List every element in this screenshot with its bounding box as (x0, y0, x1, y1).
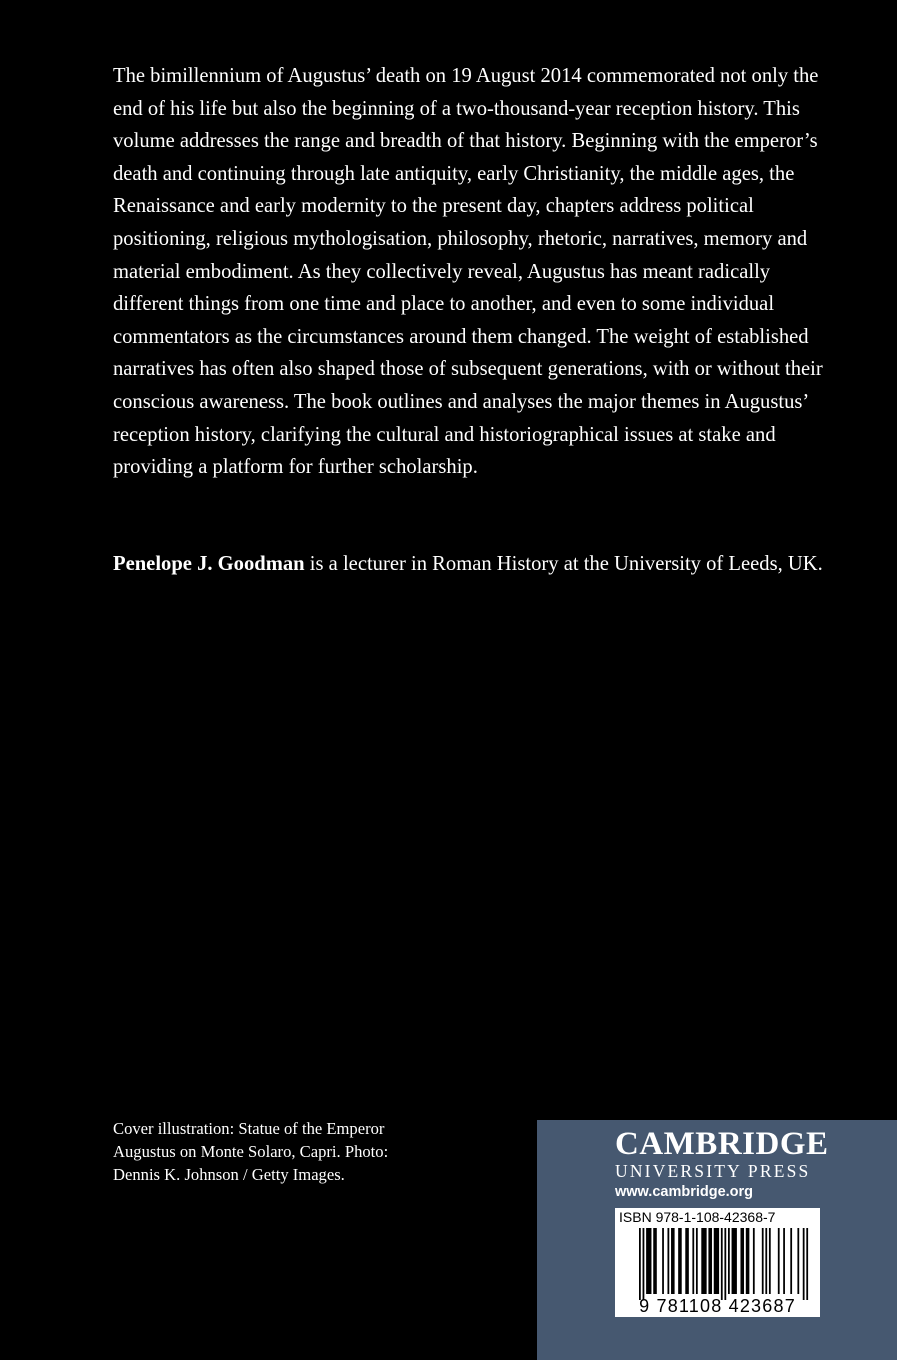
barcode-bar (662, 1228, 664, 1294)
barcode-bar (778, 1228, 780, 1294)
barcode-bar (790, 1228, 792, 1294)
barcode-bar (646, 1228, 651, 1294)
isbn-label: ISBN 978-1-108-42368-7 (619, 1209, 776, 1225)
barcode-bar (667, 1228, 669, 1294)
barcode-bar (783, 1228, 785, 1294)
book-description: The bimillennium of Augustus’ death on 19 August 2014 commemorated not only the end of his life but also the beginning of a two-thousand-year reception history. This volume addresses the range and breadth of that history. Beginning with the emperor’s death and continuing through late antiquity, early Christianity, the middle ages, the Renaissance and early modernity to the present day, chapters address political positioning, religious mythologisation, philosophy, rhetoric, narratives, memory and material embodiment. As they collectively reveal, Augustus has meant radically different things from one time and place to another, and even to some individual commentators as the circumstances around them changed. The weight of established narratives has often also shaped those of subsequent generations, with or without their conscious awareness. The book outlines and analyses the major themes in Augustus’ reception history, clarifying the cultural and historiographical issues at stake and providing a platform for further scholarship. (113, 65, 823, 479)
barcode-bar (639, 1228, 641, 1300)
barcode-bar (803, 1228, 805, 1300)
barcode-bar (721, 1228, 723, 1300)
barcode-bar (671, 1228, 675, 1294)
barcode-bar (740, 1228, 744, 1294)
barcode-bar (643, 1228, 645, 1300)
publisher-url[interactable]: www.cambridge.org (615, 1184, 754, 1200)
barcode-bar (696, 1228, 698, 1294)
barcode-bar (753, 1228, 755, 1294)
barcode-bar (728, 1228, 730, 1294)
barcode-bar (806, 1228, 808, 1300)
barcode-bar (692, 1228, 694, 1294)
barcode-bar (769, 1228, 771, 1294)
author-bio-text: is a lecturer in Roman History at the University of Leeds, UK. (304, 553, 823, 575)
barcode-bar (797, 1228, 799, 1294)
barcode-bar (732, 1228, 737, 1294)
barcode-bar (653, 1228, 657, 1294)
publisher-panel (537, 1120, 897, 1360)
author-bio (113, 548, 873, 580)
barcode-bar (762, 1228, 764, 1294)
cover-illustration-credit: Cover illustration: Statue of the Emperor Augustus on Monte Solaro, Capri. Photo: Dennis K. Johnson / Getty Images. (113, 1119, 389, 1184)
barcode-bar (724, 1228, 726, 1300)
barcode (615, 1208, 820, 1317)
barcode-bar (701, 1228, 706, 1294)
isbn-digits: 9 781108 423687 (639, 1296, 796, 1316)
publisher-subtitle: UNIVERSITY PRESS (615, 1161, 811, 1181)
barcode-bar (714, 1228, 719, 1294)
barcode-bar (708, 1228, 712, 1294)
barcode-bar (765, 1228, 767, 1294)
barcode-bar (678, 1228, 682, 1294)
barcode-bar (685, 1228, 689, 1294)
publisher-name: CAMBRIDGE (615, 1126, 829, 1162)
barcode-bar (746, 1228, 750, 1294)
author-name: Penelope J. Goodman (113, 553, 305, 575)
